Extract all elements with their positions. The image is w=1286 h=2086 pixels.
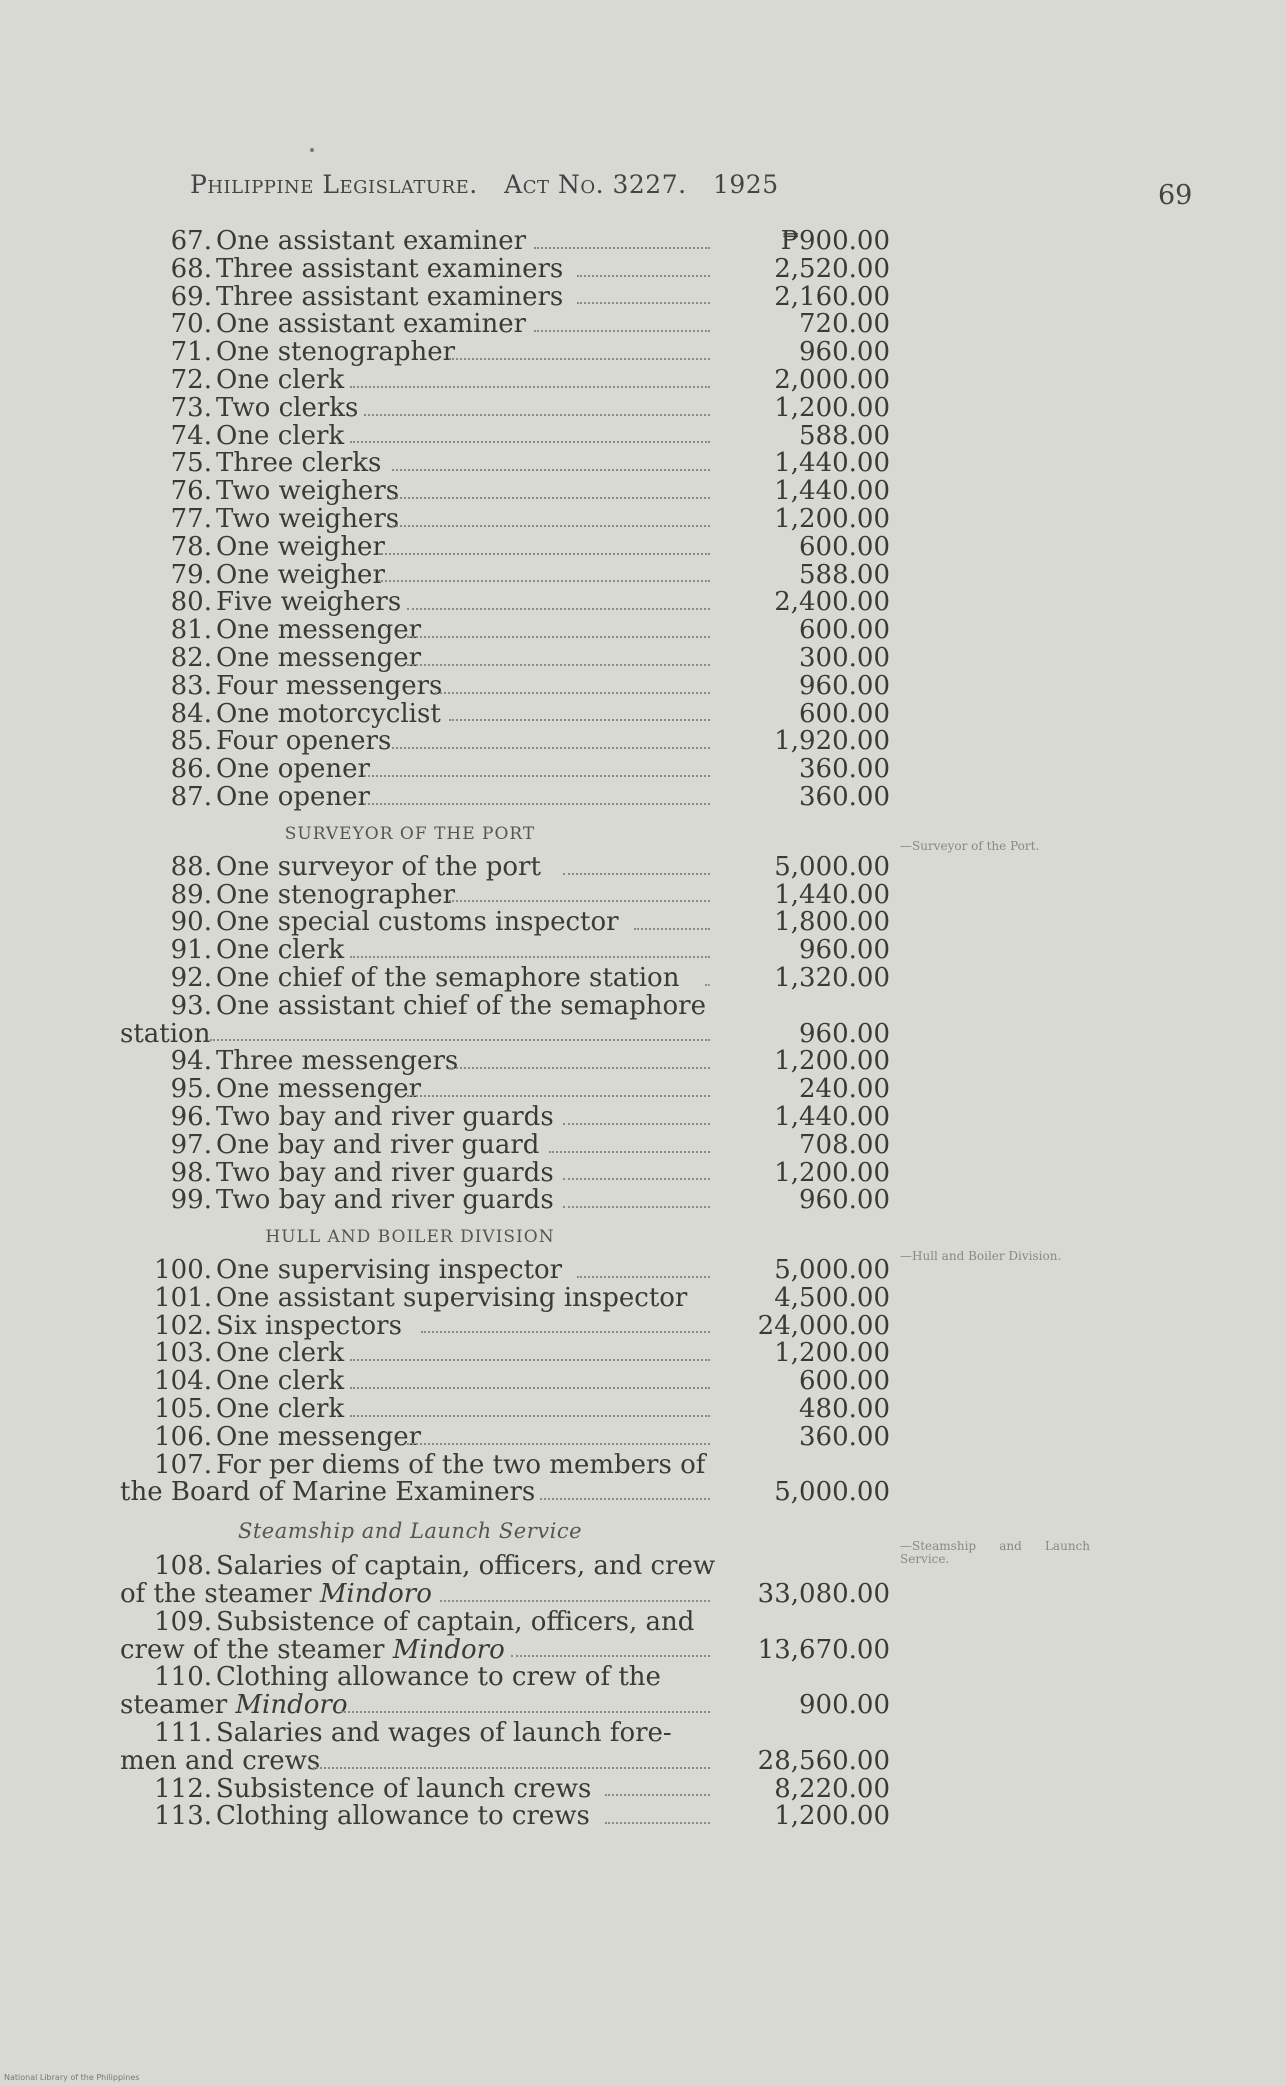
list-item [120, 503, 890, 534]
section-title-steamship: Steamship and Launch Service [237, 1519, 583, 1544]
item-text: One clerk [216, 1338, 345, 1369]
leader-dots [407, 634, 710, 638]
item-text: Subsistence of captain, officers, and [216, 1606, 695, 1637]
item-number: 105. [154, 1394, 212, 1425]
list-item [120, 1421, 890, 1452]
item-amount: 960.00 [799, 337, 890, 368]
item-text: One assistant supervising inspector [216, 1282, 688, 1313]
list-item [120, 392, 890, 423]
list-item [120, 756, 890, 784]
leader-dots [634, 926, 710, 930]
appropriations-list [120, 228, 890, 1831]
item-text: One assistant examiner [216, 309, 527, 340]
steamship-list-continued [120, 1773, 890, 1832]
item-amount: 2,400.00 [774, 587, 890, 618]
leader-dots [435, 690, 710, 694]
item-number: 104. [154, 1366, 212, 1397]
item-amount: 600.00 [799, 698, 890, 729]
item-number: 78. [170, 531, 212, 562]
item-number: 95. [170, 1074, 212, 1105]
leader-dots [440, 1598, 710, 1602]
list-item [120, 1076, 890, 1104]
leader-dots [449, 898, 710, 902]
leader-dots [378, 578, 710, 582]
header-act: Act No. 3227. [504, 170, 687, 199]
item-number: 82. [170, 642, 212, 673]
item-text: crew of the steamer Mindoro [120, 1634, 505, 1665]
item-amount: 708.00 [799, 1129, 890, 1160]
list-item [120, 990, 890, 1021]
list-item [120, 450, 890, 478]
item-number: 92. [170, 962, 212, 993]
item-amount: 2,520.00 [774, 253, 890, 284]
leader-dots [534, 245, 710, 249]
header-title: Philippine Legislature. [190, 170, 478, 199]
item-text: One weigher [216, 559, 385, 590]
item-amount: 5,000.00 [774, 1255, 890, 1286]
list-item [120, 364, 890, 395]
item-amount: 2,160.00 [774, 281, 890, 312]
item-text: One surveyor of the port [216, 851, 541, 882]
item-number: 108. [154, 1551, 212, 1582]
list-item [120, 1157, 890, 1188]
item-number: 70. [170, 309, 212, 340]
item-text: One supervising inspector [216, 1255, 563, 1286]
footer-credit: National Library of the Philippines [4, 2073, 140, 2082]
item-text: Two bay and river guards [216, 1101, 554, 1132]
item-number: 106. [154, 1421, 212, 1452]
item-number: 94. [170, 1046, 212, 1077]
item-amount: 588.00 [799, 559, 890, 590]
item-number: 99. [170, 1185, 212, 1216]
item-amount: 1,200.00 [774, 1157, 890, 1188]
page-number: 69 [1158, 180, 1193, 211]
leader-dots [392, 495, 710, 499]
item-text: Two bay and river guards [216, 1185, 554, 1216]
leader-dots [511, 1653, 710, 1657]
item-text: One stenographer [216, 337, 456, 368]
item-number: 77. [170, 503, 212, 534]
item-amount: 1,320.00 [774, 962, 890, 993]
leader-dots [540, 1496, 710, 1500]
item-amount: 1,200.00 [774, 1046, 890, 1077]
item-amount: 960.00 [799, 935, 890, 966]
item-text: One opener [216, 754, 370, 785]
item-amount: 8,220.00 [774, 1773, 890, 1804]
item-text: One motorcyclist [216, 698, 441, 729]
section-title-hull: HULL AND BOILER DIVISION [265, 1227, 555, 1248]
item-text: One bay and river guard [216, 1129, 540, 1160]
item-number: 67. [170, 226, 212, 256]
leader-dots [350, 439, 710, 443]
leader-dots [392, 745, 710, 749]
item-number: 80. [170, 587, 212, 618]
item-number: 72. [170, 364, 212, 395]
list-item-continuation [120, 1634, 890, 1665]
item-amount: 2,000.00 [774, 364, 890, 395]
item-amount: 960.00 [799, 1185, 890, 1216]
list-item [120, 228, 890, 256]
list-item-continuation [120, 1692, 890, 1720]
item-number: 75. [170, 448, 212, 479]
item-text: One opener [216, 781, 370, 812]
list-item-continuation [120, 1479, 890, 1507]
item-text: Five weighers [216, 587, 402, 618]
list-item [120, 1449, 890, 1480]
list-item [120, 253, 890, 284]
item-number: 73. [170, 392, 212, 423]
list-item [120, 962, 890, 993]
item-number: 93. [170, 990, 212, 1021]
surveyor-list [120, 851, 890, 993]
leader-dots [378, 551, 710, 555]
leader-dots [313, 1765, 710, 1769]
list-item [120, 642, 890, 673]
leader-dots [563, 1176, 710, 1180]
item-number: 87. [170, 781, 212, 812]
list-item [120, 1553, 890, 1581]
margin-note-surveyor: —Surveyor of the Port. [900, 839, 1040, 853]
list-item [120, 1664, 890, 1692]
surveyor-list-continued [120, 1048, 890, 1215]
item-text: One clerk [216, 1366, 345, 1397]
item-number: 97. [170, 1129, 212, 1160]
item-amount: 600.00 [799, 615, 890, 646]
item-text: One assistant chief of the semaphore [216, 990, 706, 1021]
item-text: Three assistant examiners [216, 253, 564, 284]
item-number: 84. [170, 698, 212, 729]
item-text: Clothing allowance to crews [216, 1801, 590, 1832]
list-item-continuation [120, 1018, 890, 1049]
item-text: One clerk [216, 420, 345, 451]
leader-dots [350, 1385, 710, 1389]
item-number: 68. [170, 253, 212, 284]
item-number: 90. [170, 907, 212, 938]
item-number: 109. [154, 1606, 212, 1637]
item-amount: 1,440.00 [774, 879, 890, 910]
leader-dots [210, 1037, 710, 1041]
leader-dots [350, 384, 710, 388]
item-text: Four messengers [216, 670, 443, 701]
item-number: 103. [154, 1338, 212, 1369]
leader-dots [577, 273, 710, 277]
leader-dots [605, 1792, 710, 1796]
list-item [120, 1310, 890, 1341]
list-item [120, 1048, 890, 1076]
item-text: Subsistence of launch crews [216, 1773, 592, 1804]
item-text: One clerk [216, 364, 345, 395]
list-item [120, 1101, 890, 1132]
item-number: 83. [170, 670, 212, 701]
item-number: 89. [170, 879, 212, 910]
item-number: 91. [170, 935, 212, 966]
item-number: 107. [154, 1449, 212, 1480]
item-number: 96. [170, 1101, 212, 1132]
margin-note-hull: —Hull and Boiler Division. [900, 1249, 1062, 1263]
list-item [120, 1257, 890, 1285]
item-text: men and crews [120, 1745, 321, 1776]
list-item [120, 781, 890, 812]
list-item [120, 1282, 890, 1313]
leader-dots [341, 1709, 710, 1713]
item-number: 98. [170, 1157, 212, 1188]
item-text: Clothing allowance to crew of the [216, 1662, 661, 1693]
item-text: One messenger [216, 1074, 422, 1105]
item-number: 76. [170, 476, 212, 507]
list-item [120, 937, 890, 965]
item-number: 86. [170, 754, 212, 785]
leader-dots [392, 523, 710, 527]
item-amount: 13,670.00 [757, 1634, 890, 1665]
list-item [120, 420, 890, 451]
leader-dots [407, 606, 710, 610]
item-text: One chief of the semaphore station [216, 962, 680, 993]
list-item [120, 589, 890, 617]
item-number: 74. [170, 420, 212, 451]
item-amount: 1,200.00 [774, 503, 890, 534]
page-header [190, 170, 797, 199]
item-number: 101. [154, 1282, 212, 1313]
list-item [120, 1396, 890, 1424]
item-text: One messenger [216, 642, 422, 673]
leader-dots [421, 1329, 710, 1333]
item-text: Two weighers [216, 503, 400, 534]
item-amount: 300.00 [799, 642, 890, 673]
leader-dots [407, 662, 710, 666]
leader-dots [407, 1093, 710, 1097]
item-text: Two clerks [216, 392, 359, 423]
item-amount: 360.00 [799, 1421, 890, 1452]
item-text: One assistant examiner [216, 226, 527, 256]
margin-note-steamship: —Steamship and Launch Service. [900, 1539, 1090, 1566]
item-amount: 360.00 [799, 781, 890, 812]
item-amount: 600.00 [799, 1366, 890, 1397]
item-amount: 33,080.00 [757, 1579, 890, 1610]
list-item [120, 728, 890, 756]
item-amount: 24,000.00 [757, 1310, 890, 1341]
leader-dots [449, 356, 710, 360]
list-item [120, 617, 890, 645]
list-item [120, 1803, 890, 1831]
list-item [120, 478, 890, 506]
item-amount: 1,440.00 [774, 476, 890, 507]
item-amount: ₱900.00 [780, 226, 890, 256]
item-amount: 720.00 [799, 309, 890, 340]
item-text: Three assistant examiners [216, 281, 564, 312]
leader-dots [534, 328, 710, 332]
leader-dots [549, 1149, 710, 1153]
leader-dots [577, 300, 710, 304]
item-text: station [120, 1018, 211, 1049]
item-text: One special customs inspector [216, 907, 619, 938]
leader-dots [705, 982, 710, 986]
leader-dots [407, 1441, 710, 1445]
list-item [120, 1606, 890, 1637]
item-text: the Board of Marine Examiners [120, 1477, 536, 1508]
item-text: One messenger [216, 615, 422, 646]
item-text: steamer Mindoro [120, 1690, 348, 1721]
item-number: 100. [154, 1255, 212, 1286]
item-text: Salaries of captain, officers, and crew [216, 1551, 716, 1582]
item-text: Six inspectors [216, 1310, 402, 1341]
item-text: One stenographer [216, 879, 456, 910]
item-amount: 5,000.00 [774, 851, 890, 882]
list-item [120, 1720, 890, 1748]
hull-list [120, 1257, 890, 1452]
item-amount: 960.00 [799, 1018, 890, 1049]
list-item [120, 698, 890, 729]
item-number: 110. [154, 1662, 212, 1693]
leader-dots [563, 871, 710, 875]
item-number: 113. [154, 1801, 212, 1832]
leader-dots [605, 1820, 710, 1824]
list-item-continuation [120, 1581, 890, 1609]
list-item [120, 851, 890, 882]
item-number: 69. [170, 281, 212, 312]
item-number: 79. [170, 559, 212, 590]
header-year: 1925 [713, 170, 779, 199]
item-text: Three clerks [216, 448, 382, 479]
item-text: Two bay and river guards [216, 1157, 554, 1188]
item-text: One clerk [216, 935, 345, 966]
list-item [120, 1340, 890, 1368]
item-amount: 1,200.00 [774, 392, 890, 423]
item-number: 111. [154, 1718, 212, 1749]
list-item [120, 1187, 890, 1215]
leader-dots [364, 801, 710, 805]
leader-dots [350, 954, 710, 958]
list-item-continuation [120, 1745, 890, 1776]
item-amount: 240.00 [799, 1074, 890, 1105]
item-number: 81. [170, 615, 212, 646]
item-amount: 960.00 [799, 670, 890, 701]
item-amount: 480.00 [799, 1394, 890, 1425]
section-title-surveyor: SURVEYOR OF THE PORT [284, 823, 536, 844]
leader-dots [364, 773, 710, 777]
item-text: One weigher [216, 531, 385, 562]
item-number: 112. [154, 1773, 212, 1804]
item-amount: 1,440.00 [774, 448, 890, 479]
item-number: 88. [170, 851, 212, 882]
leader-dots [392, 467, 710, 471]
ink-speck [310, 148, 314, 152]
item-text: Three messengers [216, 1046, 459, 1077]
item-amount: 1,440.00 [774, 1101, 890, 1132]
leader-dots [563, 1121, 710, 1125]
list-item [120, 670, 890, 701]
item-amount: 600.00 [799, 531, 890, 562]
item-amount: 28,560.00 [757, 1745, 890, 1776]
item-amount: 1,920.00 [774, 726, 890, 757]
item-amount: 5,000.00 [774, 1477, 890, 1508]
leader-dots [577, 1274, 710, 1278]
list-item [120, 879, 890, 910]
list-item [120, 1129, 890, 1160]
item-text: Two weighers [216, 476, 400, 507]
item-text: One messenger [216, 1421, 422, 1452]
item-amount: 588.00 [799, 420, 890, 451]
item-text: For per diems of the two members of [216, 1449, 706, 1480]
item-amount: 900.00 [799, 1690, 890, 1721]
item-number: 71. [170, 337, 212, 368]
leader-dots [364, 412, 710, 416]
leader-dots [350, 1413, 710, 1417]
leader-dots [449, 1065, 710, 1069]
item-amount: 1,200.00 [774, 1338, 890, 1369]
list-item [120, 1368, 890, 1396]
leader-dots [350, 1357, 710, 1361]
item-text: Four openers [216, 726, 392, 757]
item-number: 102. [154, 1310, 212, 1341]
item-amount: 360.00 [799, 754, 890, 785]
list-item [120, 339, 890, 367]
item-text: One clerk [216, 1394, 345, 1425]
item-text: of the steamer Mindoro [120, 1579, 432, 1610]
list-item [120, 281, 890, 312]
item-amount: 4,500.00 [774, 1282, 890, 1313]
item-amount: 1,800.00 [774, 907, 890, 938]
list-item [120, 531, 890, 562]
steamship-list [120, 1553, 890, 1775]
leader-dots [563, 1204, 710, 1208]
list-item [120, 559, 890, 590]
customs-staff-list [120, 228, 890, 812]
list-item [120, 909, 890, 937]
list-item [120, 1773, 890, 1804]
item-text: Salaries and wages of launch fore- [216, 1718, 672, 1749]
leader-dots [449, 717, 710, 721]
item-number: 85. [170, 726, 212, 757]
list-item [120, 311, 890, 339]
item-amount: 1,200.00 [774, 1801, 890, 1832]
